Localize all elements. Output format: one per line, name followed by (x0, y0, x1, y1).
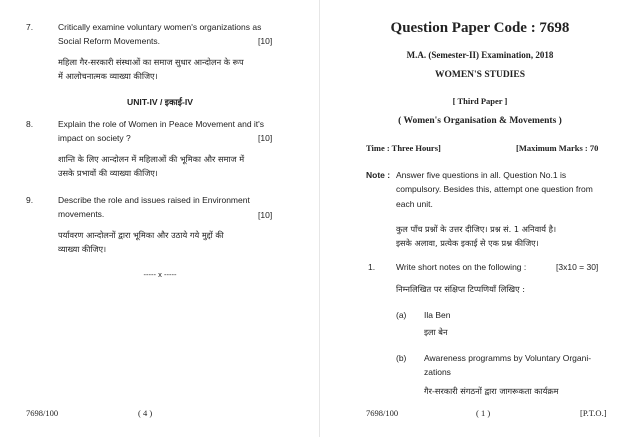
question-hindi-line2: में आलोचनात्मक व्याख्या कीजिए। (58, 71, 158, 81)
question-text-line2: Social Reform Movements. (58, 36, 161, 46)
note-label: Note : (366, 170, 391, 180)
sub-question-text: Ila Ben (424, 310, 451, 320)
end-mark: ----- x ----- (143, 270, 177, 279)
footer-pto: [P.T.O.] (580, 408, 607, 418)
question-paper-code: Question Paper Code : 7698 (390, 20, 570, 36)
exam-title: M.A. (Semester-II) Examination, 2018 (406, 50, 554, 60)
question-hindi-line1: पर्यावरण आन्दोलनों द्वारा भूमिका और उठाये गये मुद्दों की (58, 230, 224, 240)
sub-question-label: (b) (396, 353, 407, 363)
question-text-line2: impact on society ? (58, 133, 131, 143)
paper-number: [ Third Paper ] (452, 96, 508, 106)
question-hindi-line1: शान्ति के लिए आन्दोलन में महिलाओं की भूमिका और समाज में (58, 154, 245, 164)
sub-question-hindi: इला बेन (424, 327, 448, 337)
question-marks: [10] (258, 133, 273, 143)
question-marks: [10] (258, 36, 273, 46)
question-text-line1: Describe the role and issues raised in Environment (58, 195, 250, 205)
sub-question-label: (a) (396, 310, 407, 320)
question-number: 9. (26, 195, 34, 205)
question-number: 8. (26, 119, 34, 129)
paper-title: ( Women's Organisation & Movements ) (398, 116, 562, 126)
footer-page-number: ( 1 ) (476, 408, 491, 418)
sub-question-hindi: गैर-सरकारी संगठनों द्वारा जागरूकता कार्यक्रम (424, 386, 559, 396)
note-line2: compulsory. Besides this, attempt one question from (396, 184, 593, 194)
footer-code: 7698/100 (26, 408, 59, 418)
unit-heading: UNIT-IV / इकाई-IV (127, 97, 193, 107)
question-marks: [3x10 = 30] (556, 262, 599, 272)
question-number: 1. (368, 262, 376, 272)
question-text-line1: Explain the role of Women in Peace Movement and it's (58, 119, 265, 129)
question-hindi-line2: व्याख्या कीजिए। (58, 244, 107, 254)
page-1 (320, 0, 640, 437)
note-hindi-line1: कुल पाँच प्रश्नों के उत्तर दीजिए। प्रश्न सं. 1 अनिवार्य है। (396, 224, 557, 234)
sub-question-text-line2: zations (424, 367, 451, 377)
question-text: Write short notes on the following : (396, 262, 527, 272)
footer-code: 7698/100 (366, 408, 399, 418)
footer-page-number: ( 4 ) (138, 408, 153, 418)
note-line3: each unit. (396, 199, 433, 209)
subject-title: WOMEN'S STUDIES (434, 70, 525, 80)
note-line1: Answer five questions in all. Question No.1 is (396, 170, 567, 180)
question-number: 7. (26, 22, 34, 32)
question-marks: [10] (258, 210, 273, 220)
question-text-line2: movements. (58, 209, 105, 219)
max-marks-label: [Maximum Marks : 70 (516, 143, 599, 153)
time-label: Time : Three Hours] (366, 143, 441, 153)
question-hindi-line1: महिला गैर-सरकारी संस्थाओं का समाज सुधार आन्दोलन के रूप (58, 57, 244, 67)
question-text-line1: Critically examine voluntary women's organizations as (58, 22, 262, 32)
question-hindi: निम्नलिखित पर संक्षिप्त टिप्पणियाँ लिखिए : (396, 284, 525, 294)
note-hindi-line2: इसके अलावा, प्रत्येक इकाई से एक प्रश्न कीजिए। (396, 238, 539, 248)
question-hindi-line2: उसके प्रभावों की व्याख्या कीजिए। (58, 168, 158, 178)
sub-question-text-line1: Awareness programms by Voluntary Organi- (424, 353, 592, 363)
